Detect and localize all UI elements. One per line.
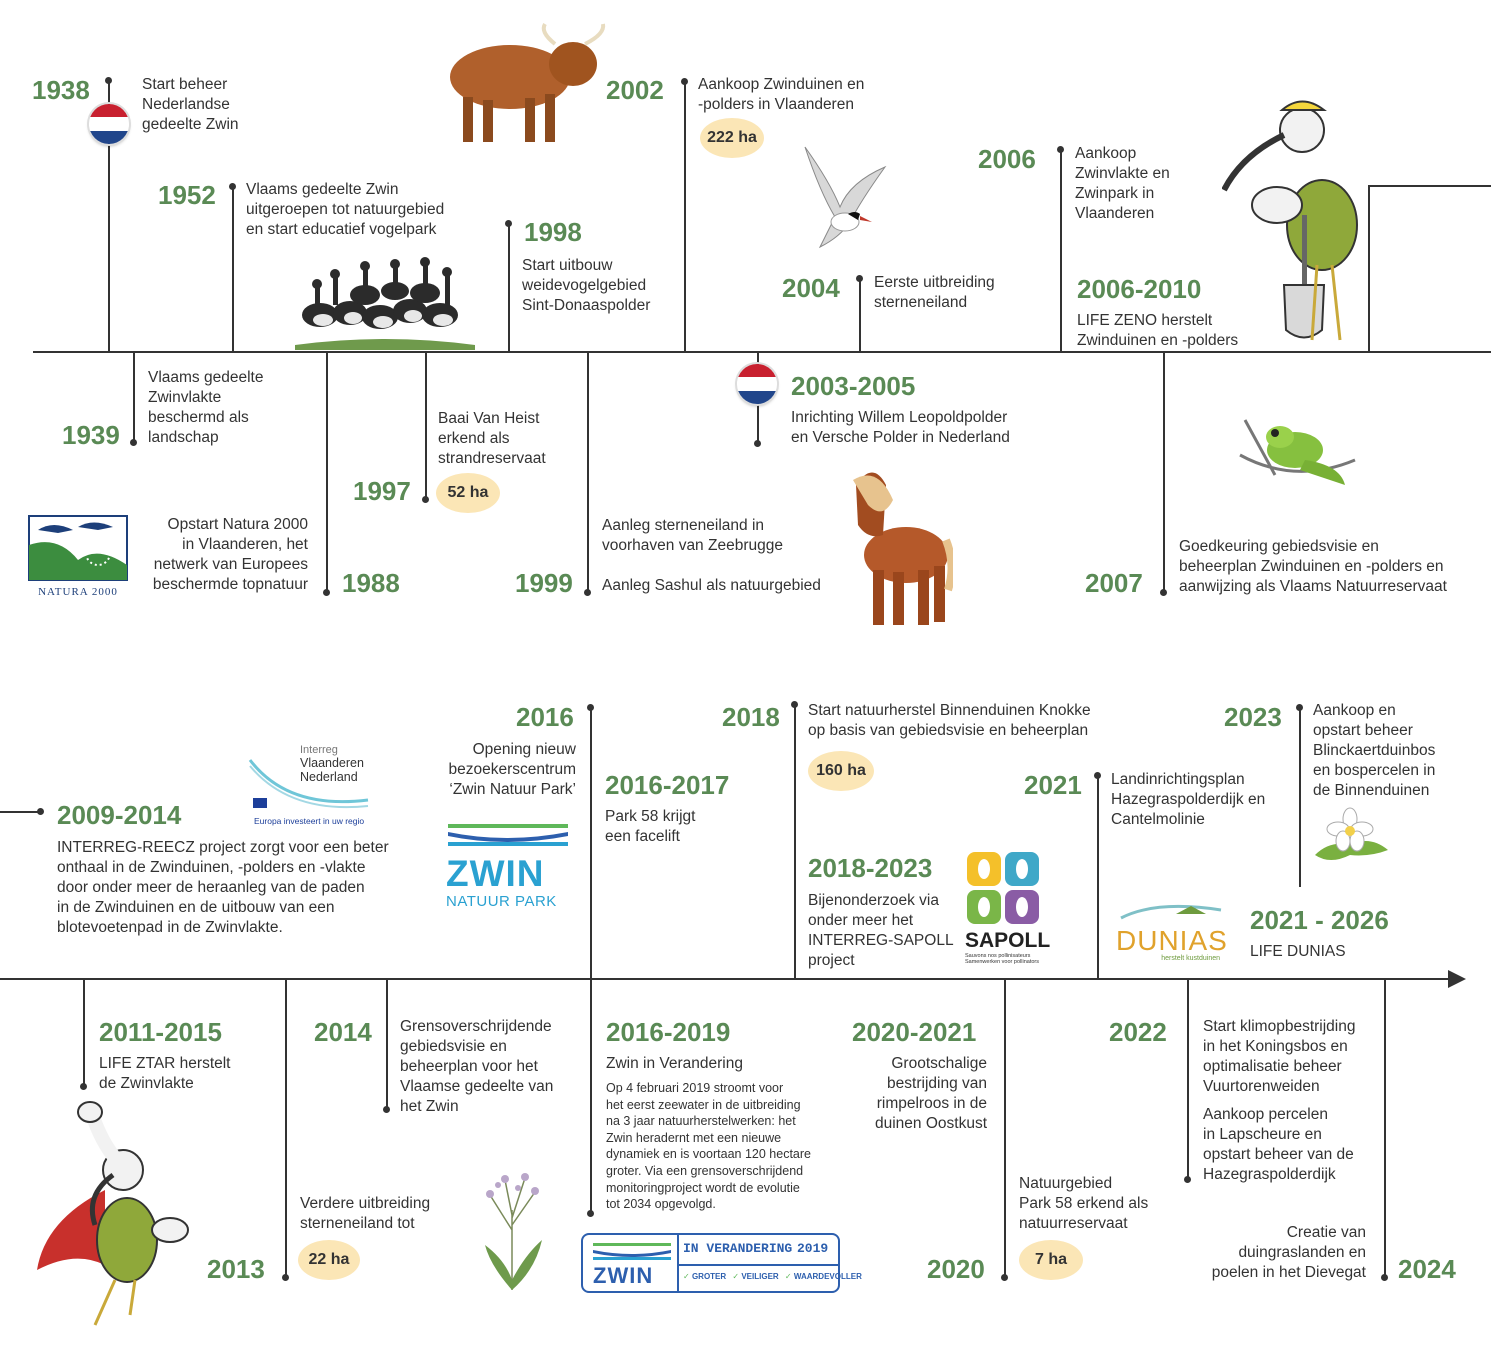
interreg-tagline: Europa investeert in uw regio bbox=[254, 816, 365, 826]
interreg-line3: Nederland bbox=[300, 770, 358, 784]
event-2006-text: Aankoop Zwinvlakte en Zwinpark in Vlaanderen bbox=[1075, 145, 1170, 222]
event-2014-text: Grensoverschrijdende gebiedsvisie en beheerplan voor het Vlaamse gedeelte van het Zwin bbox=[400, 1018, 554, 1115]
year-2009-2014: 2009-2014 bbox=[57, 800, 182, 830]
year-2016: 2016 bbox=[516, 702, 574, 732]
event-1997-text: Baai Van Heist erkend als strandreservaat bbox=[438, 410, 546, 467]
tick-2007 bbox=[1163, 352, 1165, 592]
check-icon: ✓ bbox=[784, 1272, 792, 1281]
dunias-logo-wave bbox=[1116, 900, 1226, 922]
ibis-mascot-shovel-illustration bbox=[1222, 95, 1367, 350]
zwin-2019-title: IN VERANDERING bbox=[683, 1241, 793, 1256]
geese-illustration bbox=[295, 255, 475, 350]
tick-2014 bbox=[386, 978, 388, 1110]
tick-2022 bbox=[1187, 978, 1189, 1180]
check-icon: ✓ bbox=[732, 1272, 740, 1281]
tick-dot-2003-2005 bbox=[754, 440, 761, 447]
year-2002: 2002 bbox=[606, 75, 664, 105]
tick-2016 bbox=[590, 709, 592, 978]
dunias-logo-sub: herstelt kustduinen bbox=[1161, 955, 1220, 962]
sapoll-logo-sub2: Samenwerken voor pollinators bbox=[965, 959, 1039, 965]
tick-dot-2002 bbox=[681, 78, 688, 85]
zwin-logo-sub: NATUUR PARK bbox=[446, 893, 557, 910]
zwin-2019-stripes bbox=[593, 1241, 671, 1261]
event-2022-text-2: Aankoop percelen in Lapscheure en opstart beheer van de Hazegraspolderdijk bbox=[1203, 1106, 1354, 1183]
tick-dot-2013 bbox=[282, 1274, 289, 1281]
badge-52-ha: 52 ha bbox=[436, 473, 500, 513]
year-2023: 2023 bbox=[1224, 702, 1282, 732]
badge-160-ha: 160 ha bbox=[808, 751, 874, 791]
tree-frog-illustration bbox=[1235, 415, 1365, 510]
timeline-bottom bbox=[0, 978, 1455, 980]
tick-2006 bbox=[1060, 151, 1062, 352]
natura-2000-label: NATURA 2000 bbox=[38, 586, 118, 598]
tick-2011-2015 bbox=[83, 978, 85, 1086]
event-2011-2015-text: LIFE ZTAR herstelt de Zwinvlakte bbox=[99, 1055, 231, 1092]
event-2016-2017-text: Park 58 krijgt een facelift bbox=[605, 808, 696, 845]
zwin-2019-year: 2019 bbox=[797, 1241, 829, 1256]
year-1997: 1997 bbox=[353, 476, 411, 506]
tick-dot-2016-2019 bbox=[587, 1210, 594, 1217]
zwin-logo-name: ZWIN bbox=[446, 853, 545, 894]
zwin-logo-stripes bbox=[446, 820, 571, 850]
tick-dot-2018 bbox=[791, 701, 798, 708]
event-2024-text: Creatie van duingraslanden en poelen in het Dievegat bbox=[1211, 1224, 1366, 1281]
sapoll-logo-name: SAPOLL bbox=[965, 929, 1051, 952]
event-2006-2010-text: LIFE ZENO herstelt Zwinduinen en -polders bbox=[1077, 312, 1239, 349]
tick-1999 bbox=[587, 352, 589, 592]
tick-dot-2011-2015 bbox=[80, 1083, 87, 1090]
anemone-flower-illustration bbox=[1310, 805, 1390, 880]
year-2021-2026: 2021 - 2026 bbox=[1250, 905, 1389, 935]
tick-2021 bbox=[1097, 777, 1099, 978]
event-1939-text: Vlaams gedeelte Zwinvlakte beschermd als landschap bbox=[148, 369, 264, 446]
event-2021-text: Landinrichtingsplan Hazegraspolderdijk en Cantelmolinie bbox=[1111, 771, 1266, 828]
tick-dot-1952 bbox=[229, 183, 236, 190]
zwin-2019-tags bbox=[683, 1272, 862, 1281]
tick-2018 bbox=[794, 706, 796, 978]
netherlands-flag-icon bbox=[89, 104, 129, 144]
tick-dot-2016 bbox=[587, 704, 594, 711]
timeline-arrow-icon bbox=[1448, 970, 1466, 988]
event-1952-text: Vlaams gedeelte Zwin uitgeroepen tot natuurgebied en start educatief vogelpark bbox=[246, 181, 445, 238]
tick-1939 bbox=[133, 352, 135, 442]
event-2016-2019-subtitle: Zwin in Verandering bbox=[606, 1055, 743, 1072]
natura-2000-logo bbox=[28, 515, 128, 598]
tern-illustration bbox=[800, 142, 890, 252]
event-2023-text: Aankoop en opstart beheer Blinckaertduinbos en bospercelen in de Binnenduinen bbox=[1313, 702, 1436, 799]
tick-dot-2024 bbox=[1381, 1274, 1388, 1281]
dunias-logo bbox=[1116, 900, 1226, 970]
sapoll-logo-tiles bbox=[965, 852, 1041, 924]
tick-2020 bbox=[1004, 978, 1006, 1278]
tick-2004 bbox=[859, 280, 861, 352]
event-2018-text: Start natuurherstel Binnenduinen Knokke op basis van gebiedsvisie en beheerplan bbox=[808, 702, 1091, 739]
event-2022-text: Start klimopbestrijding in het Koningsbos en optimalisatie beheer Vuurtorenweiden bbox=[1203, 1018, 1356, 1095]
event-2016-2019-text: Op 4 februari 2019 stroomt voor het eerst zeewater in de uitbreiding na 3 jaar natuurherstelwerken: het Zwin heradernt met een nieuwe dynamiek en is voortaan 120 hectare groter. Via een grensoverschrijdend monitoringproject wordt de evolutie tot 2034 opgevolgd. bbox=[606, 1081, 811, 1212]
tick-1988 bbox=[326, 352, 328, 592]
tick-dot-2014 bbox=[383, 1106, 390, 1113]
tick-dot-2006 bbox=[1057, 146, 1064, 153]
sapoll-logo-sub1: Sauvons nos pollinisateurs bbox=[965, 953, 1031, 959]
zwin-2019-tag-groter: GROTER bbox=[691, 1272, 727, 1281]
check-icon: ✓ bbox=[683, 1272, 690, 1281]
timeline-top-step-vertical bbox=[1368, 185, 1370, 353]
tick-dot-2007 bbox=[1160, 589, 1167, 596]
tick-dot-2023 bbox=[1296, 704, 1303, 711]
tick-dot-2020 bbox=[1001, 1274, 1008, 1281]
shetland-pony-illustration bbox=[838, 460, 953, 630]
year-1999: 1999 bbox=[515, 568, 573, 598]
zwin-2019-tag-veiliger: VEILIGER bbox=[741, 1272, 779, 1281]
tick-dot-1988 bbox=[323, 589, 330, 596]
timeline-top-step bbox=[1369, 185, 1491, 187]
event-2004-text: Eerste uitbreiding sterneneiland bbox=[874, 274, 995, 311]
event-1938-text: Start beheer Nederlandse gedeelte Zwin bbox=[142, 76, 239, 133]
tick-dot-1938 bbox=[105, 77, 112, 84]
interreg-line2: Vlaanderen bbox=[300, 756, 364, 770]
badge-7-ha: 7 ha bbox=[1019, 1240, 1083, 1280]
tick-1998 bbox=[508, 225, 510, 352]
timeline-top bbox=[33, 351, 1491, 353]
event-2002-text: Aankoop Zwinduinen en -polders in Vlaanderen bbox=[698, 76, 865, 113]
zwin-in-verandering-2019-logo bbox=[581, 1233, 862, 1293]
year-2016-2017: 2016-2017 bbox=[605, 770, 730, 800]
year-1988: 1988 bbox=[342, 568, 400, 598]
tick-dot-1999 bbox=[584, 589, 591, 596]
year-2011-2015: 2011-2015 bbox=[99, 1017, 222, 1047]
netherlands-flag-icon bbox=[737, 364, 777, 404]
tick-dot-1998 bbox=[505, 220, 512, 227]
natura-2000-logo-graphic bbox=[28, 515, 128, 581]
sapoll-logo bbox=[965, 852, 1051, 972]
year-2016-2019: 2016-2019 bbox=[606, 1017, 731, 1047]
year-2004: 2004 bbox=[782, 273, 840, 303]
badge-22-ha: 22 ha bbox=[298, 1240, 360, 1280]
year-2006-2010: 2006-2010 bbox=[1077, 274, 1202, 304]
year-2003-2005: 2003-2005 bbox=[791, 371, 916, 401]
tick-2009-2014 bbox=[0, 811, 40, 813]
tick-2013 bbox=[285, 978, 287, 1278]
event-2020-2021-text: Grootschalige bestrijding van rimpelroos in de duinen Oostkust bbox=[874, 1055, 987, 1132]
tick-2024 bbox=[1384, 978, 1386, 1278]
highland-cow-illustration bbox=[445, 22, 610, 147]
event-1998-text: Start uitbouw weidevogelgebied Sint-Donaaspolder bbox=[522, 257, 651, 314]
zwin-2019-tag-waardevoller: WAARDEVOLLER bbox=[793, 1272, 862, 1281]
year-2006: 2006 bbox=[978, 144, 1036, 174]
year-2007: 2007 bbox=[1085, 568, 1143, 598]
tick-dot-1997 bbox=[422, 496, 429, 503]
interreg-logo bbox=[248, 740, 373, 830]
tick-2002 bbox=[684, 83, 686, 352]
event-1988-text: Opstart Natura 2000 in Vlaanderen, het netwerk van Europees beschermde topnatuur bbox=[152, 516, 308, 593]
tick-dot-2009-2014 bbox=[37, 808, 44, 815]
year-1952: 1952 bbox=[158, 180, 216, 210]
year-1939: 1939 bbox=[62, 420, 120, 450]
interreg-line1: Interreg bbox=[300, 744, 338, 756]
event-2007-text: Goedkeuring gebiedsvisie en beheerplan Zwinduinen en -polders en aanwijzing als Vlaams Natuurreservaat bbox=[1179, 538, 1447, 595]
year-2013: 2013 bbox=[207, 1254, 265, 1284]
year-1998: 1998 bbox=[524, 217, 582, 247]
event-2016-text: Opening nieuw bezoekerscentrum ‘Zwin Natuur Park’ bbox=[448, 741, 576, 798]
year-2014: 2014 bbox=[314, 1017, 372, 1047]
year-2021: 2021 bbox=[1024, 770, 1082, 800]
tick-dot-2021 bbox=[1094, 772, 1101, 779]
zwin-2019-divider bbox=[677, 1235, 679, 1291]
zwin-2019-hdivider bbox=[677, 1264, 840, 1266]
event-2020-text: Natuurgebied Park 58 erkend als natuurreservaat bbox=[1019, 1175, 1149, 1232]
tick-dot-1939 bbox=[130, 439, 137, 446]
sea-lavender-plant-illustration bbox=[470, 1170, 555, 1295]
ibis-mascot-superhero-illustration bbox=[35, 1100, 195, 1330]
event-2003-2005-text: Inrichting Willem Leopoldpolder en Versche Polder in Nederland bbox=[791, 409, 1010, 446]
zwin-natuur-park-logo bbox=[446, 820, 571, 910]
tick-2016-2019 bbox=[590, 978, 592, 1214]
tick-dot-2022 bbox=[1184, 1176, 1191, 1183]
event-2013-text: Verdere uitbreiding sterneneiland tot bbox=[300, 1195, 431, 1232]
event-2009-2014-text: INTERREG-REECZ project zorgt voor een beter onthaal in de Zwinduinen, -polders en -vlakte door onder meer de heraanleg van de paden in de Zwinduinen en de uitbouw van een blotevoetenpad in de Zwinvlakte. bbox=[57, 839, 389, 936]
year-2024: 2024 bbox=[1398, 1254, 1456, 1284]
year-2018: 2018 bbox=[722, 702, 780, 732]
year-2020-2021: 2020-2021 bbox=[852, 1017, 977, 1047]
tick-1952 bbox=[232, 188, 234, 352]
year-2020: 2020 bbox=[927, 1254, 985, 1284]
year-2022: 2022 bbox=[1109, 1017, 1167, 1047]
year-2018-2023: 2018-2023 bbox=[808, 853, 933, 883]
event-1999-text: Aanleg sterneneiland in voorhaven van Zeebrugge Aanleg Sashul als natuurgebied bbox=[602, 517, 821, 594]
year-1938: 1938 bbox=[32, 75, 90, 105]
tick-2023 bbox=[1299, 709, 1301, 887]
dunias-logo-name: DUNIAS bbox=[1116, 925, 1228, 956]
tick-1997 bbox=[425, 352, 427, 502]
event-2018-2023-text: Bijenonderzoek via onder meer het INTERREG-SAPOLL project bbox=[808, 892, 954, 969]
event-2021-2026-text: LIFE DUNIAS bbox=[1250, 943, 1346, 960]
badge-222-ha: 222 ha bbox=[700, 118, 764, 158]
tick-dot-2004 bbox=[856, 275, 863, 282]
zwin-2019-name: ZWIN bbox=[593, 1263, 654, 1288]
